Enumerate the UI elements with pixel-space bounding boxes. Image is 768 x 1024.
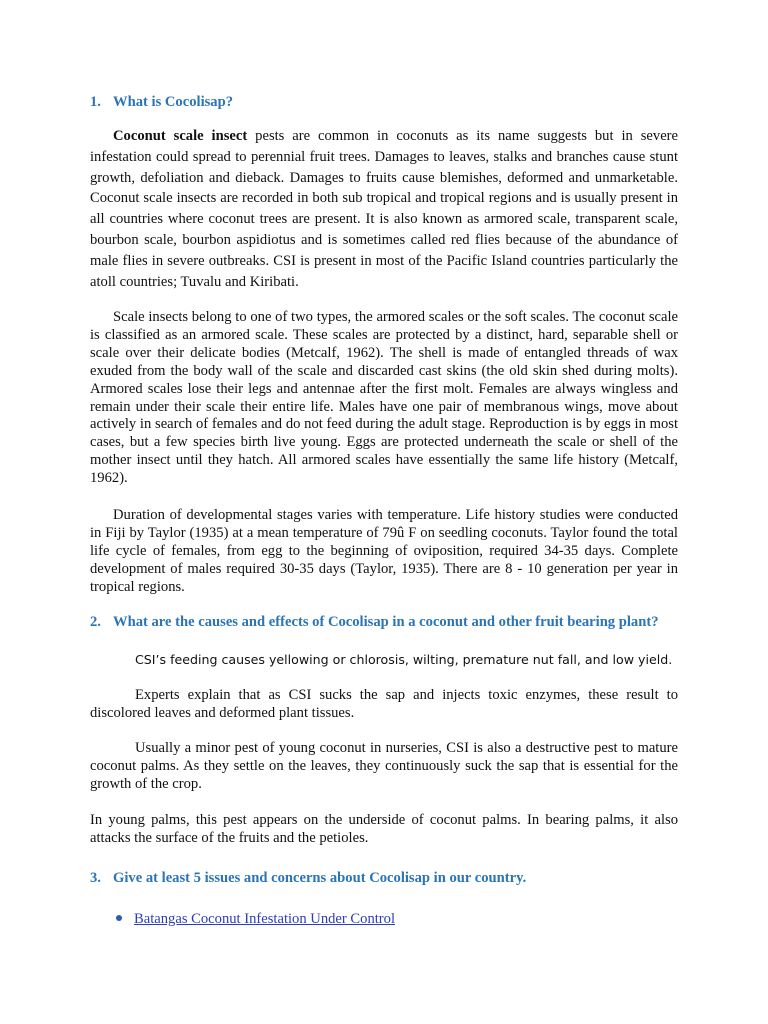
section-heading-2 <box>90 613 690 631</box>
paragraph-minor-pest: Usually a minor pest of young coconut in nurseries, CSI is also a destructive pest to mature coconut palms. As they settle on the leaves, they continuously suck the sap that is essential for the growth of the crop. <box>90 740 678 792</box>
section-title: Give at least 5 issues and concerns about Cocolisap in our country. <box>113 870 527 886</box>
bullet-icon <box>116 915 122 921</box>
section-heading-1 <box>90 93 690 111</box>
paragraph-text: pests are common in coconuts as its name suggests but in severe infestation could spread to perennial fruit trees. Damages to leaves, stalks and branches cause stunt growth, defoliation and dieback. Damages to fruits cause blemishes, deformed and unmarketable. Coconut scale insects are recorded in both sub tropical and tropical regions and is usually present in all countries where coconut trees are present. It is also known as armored scale, transparent scale, bourbon scale, bourbon aspidiotus and is sometimes called red flies because of the abundance of male flies in severe outbreaks. CSI is present in most of the Pacific Island countries particularly the atoll countries; Tuvalu and Kiribati. <box>90 128 679 290</box>
section-heading-3 <box>90 869 690 887</box>
bold-term: Coconut scale insect <box>113 128 248 144</box>
paragraph-experts: Experts explain that as CSI sucks the sap and injects toxic enzymes, these result to discolored leaves and deformed plant tissues. <box>90 687 678 721</box>
section-number: 1. <box>90 94 101 110</box>
paragraph-development: Duration of developmental stages varies with temperature. Life history studies were conducted in Fiji by Taylor (1935) at a mean temperature of 79û F on seedling coconuts. Taylor found the total life cycle of females, from egg to the beginning of oviposition, required 34-35 days. Complete development of males required 30-35 days (Taylor, 1935). There are 8 - 10 generation per year in tropical regions. <box>90 507 678 595</box>
batangas-article-link[interactable]: Batangas Coconut Infestation Under Control <box>134 911 396 927</box>
list-item <box>116 910 395 930</box>
section-title: What is Cocolisap? <box>113 94 234 110</box>
section-number: 3. <box>90 870 101 886</box>
paragraph-scale-types: Scale insects belong to one of two types, the armored scales or the soft scales. The coconut scale is classified as an armored scale. These scales are protected by a distinct, hard, separable shell or scale over their delicate bodies (Metcalf, 1962). The shell is made of entangled threads of wax exuded from the body wall of the scale and discarded cast skins (the old skin shed during molts). Armored scales lose their legs and antennae after the first molt. Females are always wingless and remain under their scale their entire life. Males have one pair of membranous wings, move about actively in search of females and do not feed during the adult stage. Reproduction is by eggs in most cases, but a few species birth live young. Eggs are protected underneath the scale or shell of the mother insect until they hatch. All armored scales have essentially the same life history (Metcalf, 1962). <box>90 309 678 487</box>
paragraph-feeding-effects: CSI’s feeding causes yellowing or chlorosis, wilting, premature nut fall, and low yield. <box>135 652 673 667</box>
paragraph-cocolisap-intro <box>90 126 678 292</box>
paragraph-young-palms: In young palms, this pest appears on the underside of coconut palms. In bearing palms, it also attacks the surface of the fruits and the petioles. <box>90 812 678 846</box>
section-title: What are the causes and effects of Cocolisap in a coconut and other fruit bearing plant? <box>113 614 659 630</box>
section-number: 2. <box>90 614 101 630</box>
